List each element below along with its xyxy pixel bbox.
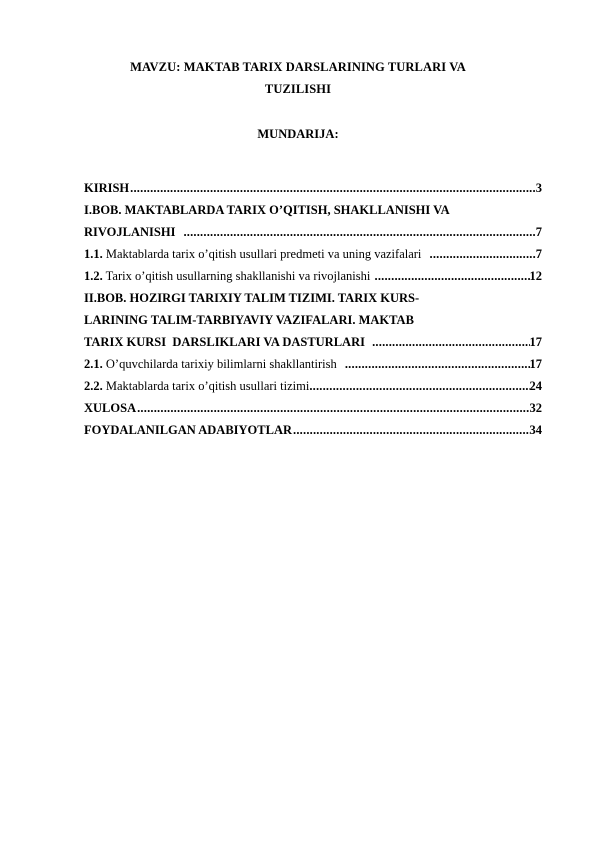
dot-leader: [430, 243, 536, 265]
toc-section-1-1[interactable]: [84, 243, 542, 265]
toc-page-number: 17: [529, 357, 542, 371]
toc-chapter-2-line-1[interactable]: II.BOB. HOZIRGI TARIXIY TALIM TIZIMI. TARIX KURS-: [84, 291, 420, 305]
toc-entry-label: KIRISH: [84, 181, 130, 195]
toc-page-number: 17: [529, 335, 542, 349]
toc-entry-adabiyotlar[interactable]: [84, 419, 542, 441]
toc-page-number: 34: [529, 423, 542, 437]
toc-chapter-1-line-1[interactable]: I.BOB. MAKTABLARDA TARIX O’QITISH, SHAKLLANISHI VA: [84, 203, 450, 217]
toc-entry-label: RIVOJLANISHI: [84, 225, 176, 239]
toc-page-number: 24: [529, 379, 542, 393]
toc-entry-kirish[interactable]: [84, 177, 542, 199]
document-title-line-1: MAVZU: MAKTAB TARIX DARSLARINING TURLARI VA: [130, 60, 466, 74]
toc-entry-label: Maktablarda tarix o’qitish usullari tizimi: [102, 379, 310, 393]
toc-section-1-2[interactable]: [84, 265, 542, 287]
toc-page-number: 7: [535, 247, 542, 261]
toc-section-number: 2.1.: [84, 357, 103, 371]
dot-leader: [293, 419, 529, 441]
toc-entry-label: TARIX KURSI DARSLIKLARI VA DASTURLARI: [84, 335, 369, 349]
toc-section-2-1[interactable]: [84, 353, 542, 375]
toc-entry-label: Tarix o’qitish usullarning shakllanishi va rivojlanishi: [102, 269, 374, 283]
toc-page-number: 3: [535, 181, 542, 195]
dot-leader: [309, 375, 529, 397]
table-of-contents: [84, 177, 542, 441]
dot-leader: [345, 353, 530, 375]
toc-page-number: 12: [529, 269, 542, 283]
toc-entry-label: FOYDALANILGAN ADABIYOTLAR: [84, 423, 293, 437]
toc-section-number: 2.2.: [84, 379, 103, 393]
toc-entry-label: Maktablarda tarix o’qitish usullari predmeti va uning vazifalari: [102, 247, 425, 261]
toc-page-number: 7: [535, 225, 542, 239]
document-title-line-2: TUZILISHI: [264, 82, 332, 96]
toc-entry-xulosa[interactable]: [84, 397, 542, 419]
toc-section-2-2[interactable]: [84, 375, 542, 397]
toc-section-number: 1.1.: [84, 247, 103, 261]
dot-leader: [137, 397, 529, 419]
toc-chapter-2-line-3[interactable]: [84, 331, 542, 353]
toc-entry-label: XULOSA: [84, 401, 137, 415]
toc-page-number: 32: [529, 401, 542, 415]
contents-heading: MUNDARIJA:: [257, 127, 339, 141]
dot-leader: [130, 177, 536, 199]
toc-chapter-1-line-2[interactable]: [84, 221, 542, 243]
toc-chapter-2-line-2[interactable]: LARINING TALIM-TARBIYAVIY VAZIFALARI. MAKTAB: [84, 313, 414, 327]
dot-leader: [375, 265, 530, 287]
dot-leader: [183, 221, 535, 243]
toc-entry-label: O’quvchilarda tarixiy bilimlarni shakllantirish: [102, 357, 340, 371]
toc-section-number: 1.2.: [84, 269, 103, 283]
dot-leader: [372, 331, 529, 353]
